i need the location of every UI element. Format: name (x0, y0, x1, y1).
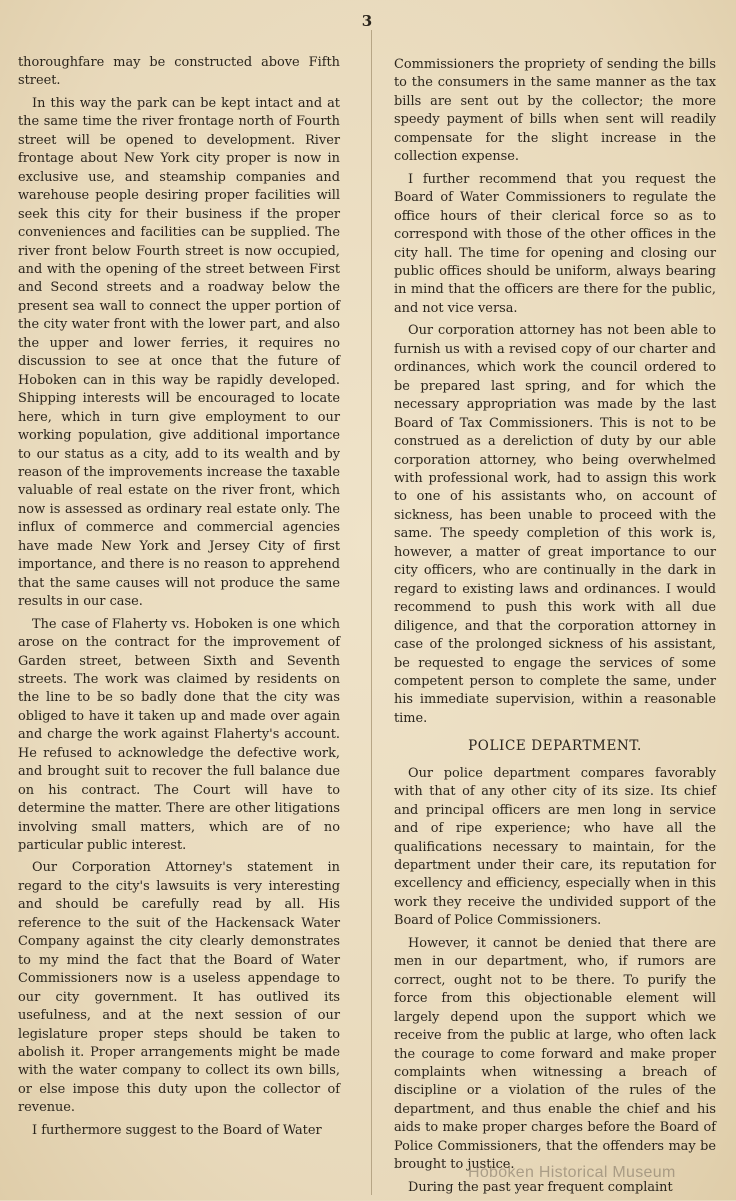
paragraph: Our police department compares favorably with that of any other city of its size. Its chief and principal officers are men long in service and of ripe experience; who have all the qualifications necessary to maintain, for the department under their care, its reputation for excellency and efficiency, especially when in this work they receive the undivided support of the Board of Police Commissioners. (394, 765, 716, 929)
right-column (394, 56, 716, 1201)
paragraph: Commissioners the propriety of sending the bills to the consumers in the same manner as the tax bills are sent out by the collector; the more speedy payment of bills when sent will readily compensate for the slight increase in the collection expense. (394, 57, 716, 165)
section-heading: POLICE DEPARTMENT. (468, 738, 642, 755)
column-divider (371, 30, 372, 1195)
paragraph: However, it cannot be denied that there are men in our department, who, if rumors are correct, ought not to be there. To purify the force from this objectionable element will largely depend upon the support which we receive from the public at large, who often lack the courage to come forward and make proper complaints when witnessing a breach of discipline or a violation of the rules of the department, and thus enable the chief and his aids to make proper charges before the Board of Police Commissioners, that the offenders may be brought to justice. (394, 935, 716, 1173)
watermark: Hoboken Historical Museum (468, 1164, 676, 1181)
left-column (18, 54, 340, 1144)
paragraph: I further recommend that you request the Board of Water Commissioners to regulate the office hours of their clerical force so as to correspond with those of the other offices in the city hall. The time for opening and closing our public offices should be uniform, always bearing in mind that the officers are there for the public, and not vice versa. (394, 171, 716, 316)
paragraph: Our corporation attorney has not been able to furnish us with a revised copy of our charter and ordinances, which work the council ordered to be prepared last spring, and for which the necessary appropriation was made by the last Board of Tax Commissioners. This is not to be construed as a dereliction of duty by our able corporation attorney, who being overwhelmed with professional work, had to assign this work to one of his assistants who, on account of sickness, has been unable to proceed with the same. The speedy completion of this work is, however, a matter of great importance to our city officers, who are continually in the dark in regard to existing laws and ordinances. I would recommend to push this work with all due diligence, and that the corporation attorney in case of the prolonged sickness of his assistant, be requested to engage the services of some competent person to complete the same, under his immediate supervision, within a reasonable time. (394, 323, 716, 726)
paragraph: During the past year frequent complaint (408, 1179, 673, 1195)
paragraph: Our Corporation Attorney's statement in regard to the city's lawsuits is very interesting and should be carefully read by all. His reference to the suit of the Hackensack Water Company against the city clearly demonstrates to my mind the fact that the Board of Water Commissioners now is a useless appendage to our city government. It has outlived its usefulness, and at the next session of our legislature proper steps should be taken to abolish it. Proper arrangements might be made with the water company to collect its own bills, or else impose this duty upon the collector of revenue. (18, 860, 340, 1116)
page-number: 3 (361, 12, 375, 30)
paragraph: thoroughfare may be constructed above Fifth street. (18, 55, 340, 89)
paragraph: In this way the park can be kept intact and at the same time the river frontage north of Fourth street will be opened to development. River frontage about New York city proper is now in exclusive use, and steamship companies and warehouse people desiring proper facilities will seek this city for their business if the proper conveniences and facilities can be supplied. The river front below Fourth street is now occupied, and with the opening of the street between First and Second streets and a roadway below the present sea wall to connect the upper portion of the city water front with the lower part, and also the upper and lower ferries, it requires no discussion to see at once that the future of Hoboken can in this way be rapidly developed. Shipping interests will be encouraged to locate here, which in turn give employment to our working population, give additional importance to our status as a city, add to its wealth and by reason of the improvements increase the taxable valuable of real estate on the river front, which now is assessed as ordinary real estate only. The influx of commerce and commercial agencies have made New York and Jersey City of first importance, and there is no reason to apprehend that the same causes will not produce the same results in our case. (18, 95, 340, 610)
paragraph: The case of Flaherty vs. Hoboken is one which arose on the contract for the improvement of Garden street, between Sixth and Seventh streets. The work was claimed by residents on the line to be so badly done that the city was obliged to have it taken up and made over again and charge the work against Flaherty's account. He refused to acknowledge the defective work, and brought suit to recover the full balance due on his contract. The Court will have to determine the matter. There are other litigations involving small matters, which are of no particular public interest. (18, 616, 340, 854)
paragraph: I furthermore suggest to the Board of Water (32, 1122, 322, 1138)
